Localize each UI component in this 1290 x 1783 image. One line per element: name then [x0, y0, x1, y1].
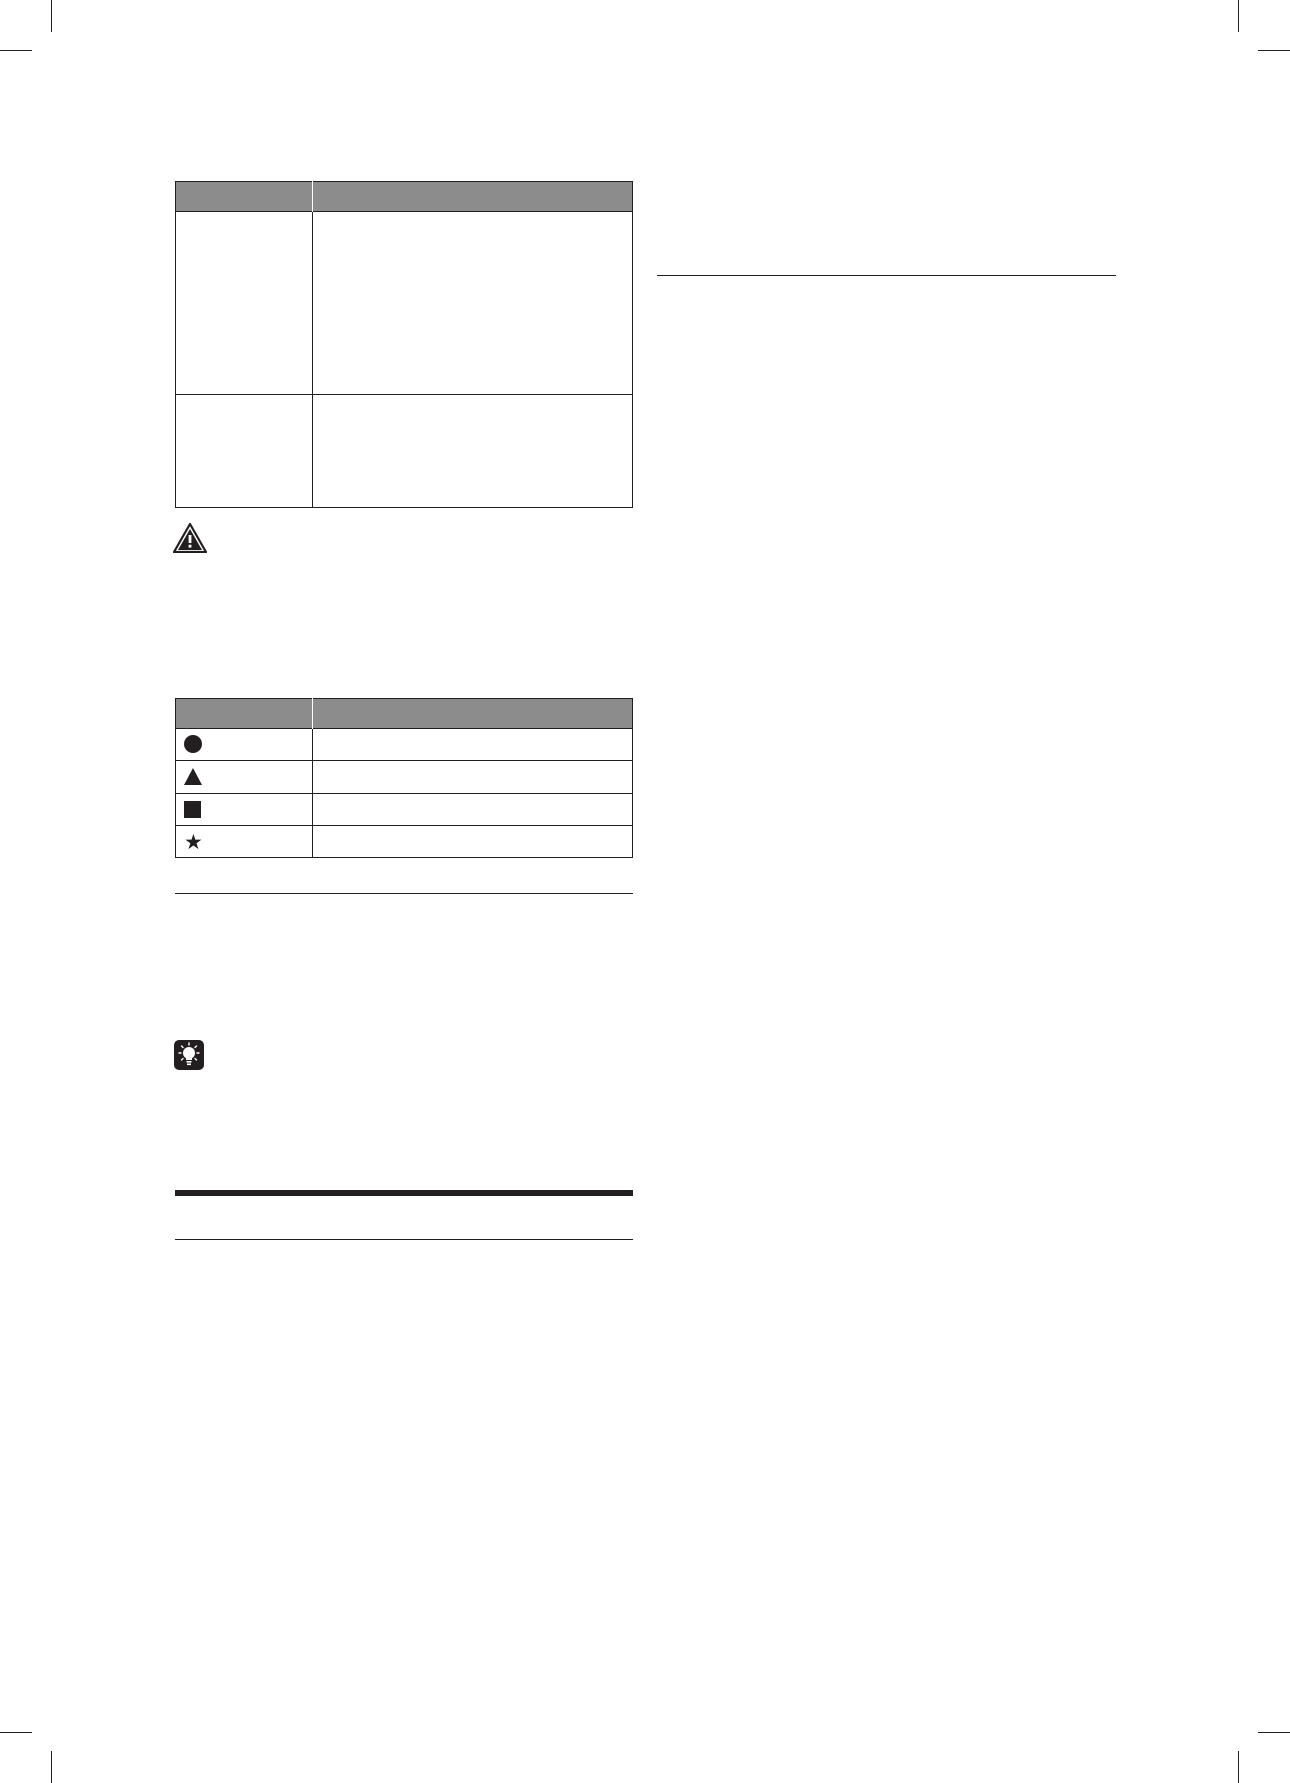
- table-header-cell: [176, 182, 313, 212]
- triangle-icon: [184, 768, 202, 785]
- lightbulb-tip-icon: [174, 1040, 204, 1070]
- heading-rule-thin: [175, 1239, 633, 1240]
- table-cell: [313, 729, 633, 761]
- section-divider: [175, 893, 633, 894]
- heading-rule-thick: [175, 1190, 633, 1196]
- crop-mark-bottom-right-vertical: [1238, 1751, 1239, 1783]
- warning-triangle-icon: [173, 523, 207, 553]
- table-row: [176, 826, 633, 858]
- table-cell: [313, 761, 633, 794]
- crop-mark-top-right-horizontal: [1258, 50, 1290, 51]
- table-cell: [176, 212, 313, 395]
- table-header-row: [176, 182, 633, 212]
- table-cell: [176, 395, 313, 508]
- table-row: [176, 212, 633, 395]
- crop-mark-top-left-vertical: [51, 0, 52, 32]
- table-cell: [313, 794, 633, 826]
- specification-table: [175, 181, 633, 508]
- table-row: [176, 395, 633, 508]
- table-header-cell: [313, 699, 633, 729]
- table-cell: [313, 395, 633, 508]
- table-cell: [313, 212, 633, 395]
- star-icon: ★: [184, 829, 203, 854]
- table-cell: [176, 826, 313, 858]
- table-row: [176, 761, 633, 794]
- table-row: [176, 794, 633, 826]
- table-header-cell: [313, 182, 633, 212]
- crop-mark-bottom-left-horizontal: [0, 1732, 32, 1733]
- crop-mark-bottom-left-vertical: [51, 1751, 52, 1783]
- right-column-divider: [657, 275, 1116, 276]
- crop-mark-top-right-vertical: [1238, 0, 1239, 32]
- square-icon: [184, 801, 201, 818]
- table-header-row: [176, 699, 633, 729]
- table-cell: [313, 826, 633, 858]
- table-header-cell: [176, 699, 313, 729]
- table-row: [176, 729, 633, 761]
- table-cell: [176, 761, 313, 794]
- table-cell: [176, 729, 313, 761]
- crop-mark-top-left-horizontal: [0, 50, 32, 51]
- circle-icon: [184, 735, 202, 753]
- table-cell: [176, 794, 313, 826]
- symbol-legend-table: [175, 698, 633, 858]
- crop-mark-bottom-right-horizontal: [1258, 1732, 1290, 1733]
